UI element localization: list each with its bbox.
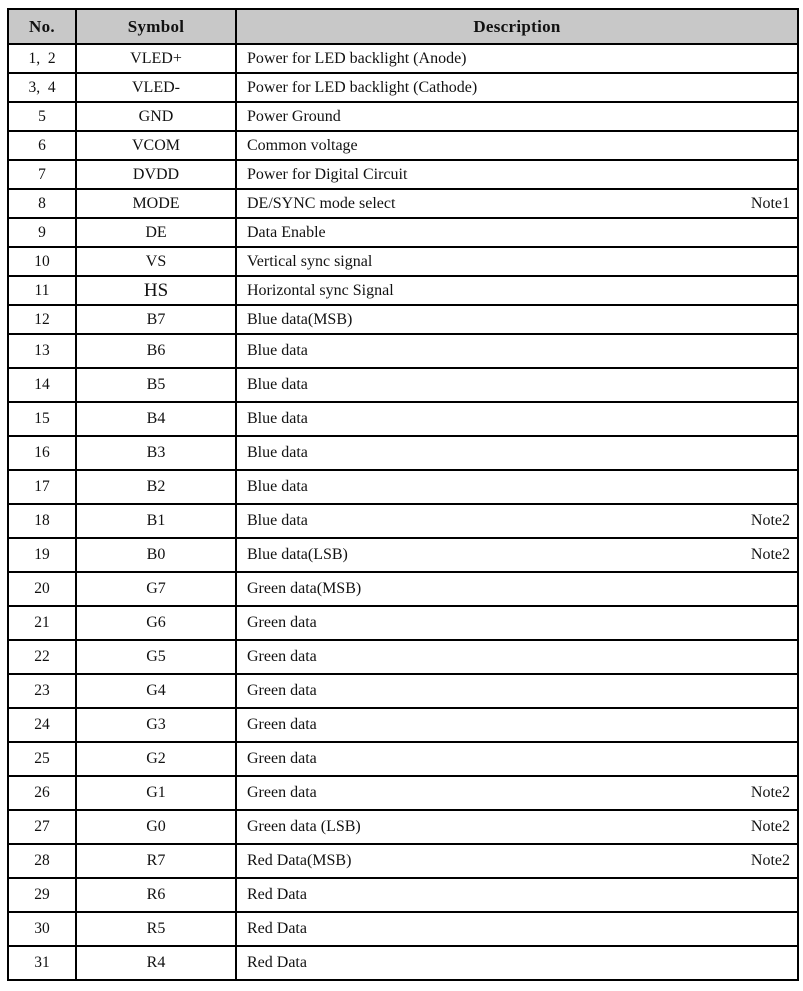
pin-no-cell: 22 xyxy=(8,640,76,674)
header-row xyxy=(8,9,798,44)
description-text: Green data(MSB) xyxy=(247,580,362,597)
description-wrap xyxy=(237,818,797,836)
pin-symbol-cell: G3 xyxy=(76,708,236,742)
pin-description-cell xyxy=(236,276,798,305)
description-wrap xyxy=(237,224,797,242)
pin-no-cell: 8 xyxy=(8,189,76,218)
pin-symbol-cell: G6 xyxy=(76,606,236,640)
description-wrap xyxy=(237,79,797,97)
description-wrap xyxy=(237,166,797,184)
description-text: Red Data xyxy=(247,954,307,971)
description-wrap xyxy=(237,546,797,564)
table-body xyxy=(8,44,798,980)
table-row xyxy=(8,776,798,810)
pin-symbol-cell: R5 xyxy=(76,912,236,946)
header-description: Description xyxy=(236,9,798,44)
description-wrap xyxy=(237,137,797,155)
description-text: Power for Digital Circuit xyxy=(247,165,408,183)
table-row xyxy=(8,247,798,276)
pin-description-cell xyxy=(236,776,798,810)
description-wrap xyxy=(237,716,797,734)
pin-description-cell xyxy=(236,742,798,776)
pin-no-cell: 3, 4 xyxy=(8,73,76,102)
description-text: Red Data xyxy=(247,886,307,903)
note-label: Note2 xyxy=(750,818,790,835)
description-wrap xyxy=(237,478,797,496)
description-text: Power for LED backlight (Cathode) xyxy=(247,78,478,96)
description-text: Green data xyxy=(247,750,317,767)
pin-no-cell: 13 xyxy=(8,334,76,368)
pin-no-cell: 29 xyxy=(8,878,76,912)
description-wrap xyxy=(237,886,797,904)
description-text: Blue data xyxy=(247,376,308,393)
description-wrap xyxy=(237,512,797,530)
pin-no-cell: 27 xyxy=(8,810,76,844)
pin-symbol-cell: R6 xyxy=(76,878,236,912)
pin-symbol-cell: G2 xyxy=(76,742,236,776)
pin-symbol-cell: G4 xyxy=(76,674,236,708)
pin-symbol-cell: G1 xyxy=(76,776,236,810)
table-row xyxy=(8,844,798,878)
pin-no-cell: 17 xyxy=(8,470,76,504)
description-wrap xyxy=(237,580,797,598)
description-text: DE/SYNC mode select xyxy=(247,194,396,212)
pin-no-cell: 28 xyxy=(8,844,76,878)
pin-description-cell xyxy=(236,538,798,572)
pin-description-cell xyxy=(236,504,798,538)
description-text: Common voltage xyxy=(247,136,358,154)
pin-no-cell: 14 xyxy=(8,368,76,402)
description-text: Green data xyxy=(247,716,317,733)
pin-description-cell xyxy=(236,878,798,912)
description-text: Blue data xyxy=(247,444,308,461)
description-wrap xyxy=(237,342,797,360)
description-wrap xyxy=(237,750,797,768)
pin-description-cell xyxy=(236,334,798,368)
pin-symbol-cell: MODE xyxy=(76,189,236,218)
pin-no-cell: 12 xyxy=(8,305,76,334)
pin-description-cell xyxy=(236,73,798,102)
description-wrap xyxy=(237,852,797,870)
description-text: Power Ground xyxy=(247,107,341,125)
description-wrap xyxy=(237,195,797,213)
pin-description-cell xyxy=(236,402,798,436)
table-row xyxy=(8,402,798,436)
table-row xyxy=(8,810,798,844)
pin-description-cell xyxy=(236,189,798,218)
table-row xyxy=(8,44,798,73)
table-row xyxy=(8,878,798,912)
table-row xyxy=(8,708,798,742)
table-row xyxy=(8,912,798,946)
pin-description-table xyxy=(7,8,799,981)
pin-no-cell: 31 xyxy=(8,946,76,980)
pin-symbol-cell: VCOM xyxy=(76,131,236,160)
pin-description-cell xyxy=(236,844,798,878)
pin-no-cell: 24 xyxy=(8,708,76,742)
table-row xyxy=(8,606,798,640)
description-text: Blue data(LSB) xyxy=(247,546,348,563)
pin-no-cell: 11 xyxy=(8,276,76,305)
description-wrap xyxy=(237,253,797,271)
pin-no-cell: 16 xyxy=(8,436,76,470)
pin-description-cell xyxy=(236,218,798,247)
table-row xyxy=(8,305,798,334)
description-wrap xyxy=(237,376,797,394)
pin-symbol-cell: B7 xyxy=(76,305,236,334)
pin-symbol-cell: B6 xyxy=(76,334,236,368)
table-row xyxy=(8,674,798,708)
pin-no-cell: 20 xyxy=(8,572,76,606)
pin-description-cell xyxy=(236,470,798,504)
note-label: Note2 xyxy=(750,784,790,801)
pin-description-cell xyxy=(236,640,798,674)
pin-no-cell: 6 xyxy=(8,131,76,160)
table-row xyxy=(8,946,798,980)
description-wrap xyxy=(237,648,797,666)
pin-symbol-cell: G7 xyxy=(76,572,236,606)
note-label: Note2 xyxy=(750,546,790,563)
pin-symbol-cell: B1 xyxy=(76,504,236,538)
description-wrap xyxy=(237,920,797,938)
pin-symbol-cell: DE xyxy=(76,218,236,247)
description-wrap xyxy=(237,444,797,462)
description-wrap xyxy=(237,282,797,300)
note-label: Note2 xyxy=(750,512,790,529)
pin-description-cell xyxy=(236,810,798,844)
table-row xyxy=(8,640,798,674)
pin-symbol-cell: G5 xyxy=(76,640,236,674)
description-text: Blue data xyxy=(247,512,308,529)
pin-no-cell: 10 xyxy=(8,247,76,276)
pin-description-cell xyxy=(236,674,798,708)
pin-description-cell xyxy=(236,44,798,73)
table-row xyxy=(8,538,798,572)
table-row xyxy=(8,742,798,776)
description-wrap xyxy=(237,410,797,428)
pin-description-cell xyxy=(236,131,798,160)
description-text: Blue data xyxy=(247,342,308,359)
pin-symbol-cell: HS xyxy=(76,276,236,305)
description-wrap xyxy=(237,108,797,126)
description-text: Green data xyxy=(247,682,317,699)
description-wrap xyxy=(237,614,797,632)
description-text: Blue data(MSB) xyxy=(247,310,353,328)
pin-no-cell: 23 xyxy=(8,674,76,708)
pin-no-cell: 15 xyxy=(8,402,76,436)
pin-no-cell: 30 xyxy=(8,912,76,946)
pin-description-cell xyxy=(236,305,798,334)
pin-symbol-cell: VLED- xyxy=(76,73,236,102)
pin-description-cell xyxy=(236,436,798,470)
pin-no-cell: 7 xyxy=(8,160,76,189)
pin-symbol-cell: DVDD xyxy=(76,160,236,189)
header-no: No. xyxy=(8,9,76,44)
description-text: Horizontal sync Signal xyxy=(247,281,394,299)
pin-description-cell xyxy=(236,912,798,946)
pin-no-cell: 21 xyxy=(8,606,76,640)
table-row xyxy=(8,189,798,218)
pin-symbol-cell: VLED+ xyxy=(76,44,236,73)
description-wrap xyxy=(237,954,797,972)
pin-no-cell: 25 xyxy=(8,742,76,776)
pin-symbol-cell: GND xyxy=(76,102,236,131)
table-row xyxy=(8,334,798,368)
table-row xyxy=(8,572,798,606)
pin-symbol-cell: VS xyxy=(76,247,236,276)
pin-symbol-cell: R4 xyxy=(76,946,236,980)
description-wrap xyxy=(237,784,797,802)
pin-symbol-cell: B3 xyxy=(76,436,236,470)
pin-symbol-cell: R7 xyxy=(76,844,236,878)
table-row xyxy=(8,160,798,189)
description-text: Green data xyxy=(247,614,317,631)
pin-symbol-cell: B0 xyxy=(76,538,236,572)
note-label: Note1 xyxy=(750,194,790,212)
description-text: Red Data xyxy=(247,920,307,937)
description-text: Green data (LSB) xyxy=(247,818,361,835)
description-text: Data Enable xyxy=(247,223,326,241)
header-symbol: Symbol xyxy=(76,9,236,44)
table-row xyxy=(8,436,798,470)
pin-description-cell xyxy=(236,946,798,980)
description-text: Blue data xyxy=(247,478,308,495)
table-row xyxy=(8,276,798,305)
pin-description-cell xyxy=(236,160,798,189)
table-row xyxy=(8,131,798,160)
table-row xyxy=(8,218,798,247)
pin-no-cell: 9 xyxy=(8,218,76,247)
pin-no-cell: 5 xyxy=(8,102,76,131)
description-text: Green data xyxy=(247,784,317,801)
table-row xyxy=(8,102,798,131)
table-row xyxy=(8,504,798,538)
table-row xyxy=(8,73,798,102)
description-text: Power for LED backlight (Anode) xyxy=(247,49,467,67)
pin-description-cell xyxy=(236,606,798,640)
description-text: Green data xyxy=(247,648,317,665)
description-text: Vertical sync signal xyxy=(247,252,373,270)
description-text: Red Data(MSB) xyxy=(247,852,352,869)
description-wrap xyxy=(237,311,797,329)
pin-description-cell xyxy=(236,708,798,742)
description-wrap xyxy=(237,50,797,68)
description-text: Blue data xyxy=(247,410,308,427)
pin-no-cell: 1, 2 xyxy=(8,44,76,73)
pin-description-cell xyxy=(236,247,798,276)
pin-description-cell xyxy=(236,102,798,131)
pin-no-cell: 19 xyxy=(8,538,76,572)
pin-symbol-cell: B2 xyxy=(76,470,236,504)
pin-description-cell xyxy=(236,572,798,606)
table-row xyxy=(8,470,798,504)
description-wrap xyxy=(237,682,797,700)
pin-symbol-cell: G0 xyxy=(76,810,236,844)
note-label: Note2 xyxy=(750,852,790,869)
pin-description-cell xyxy=(236,368,798,402)
table-row xyxy=(8,368,798,402)
pin-no-cell: 18 xyxy=(8,504,76,538)
pin-symbol-cell: B4 xyxy=(76,402,236,436)
pin-no-cell: 26 xyxy=(8,776,76,810)
pin-symbol-cell: B5 xyxy=(76,368,236,402)
